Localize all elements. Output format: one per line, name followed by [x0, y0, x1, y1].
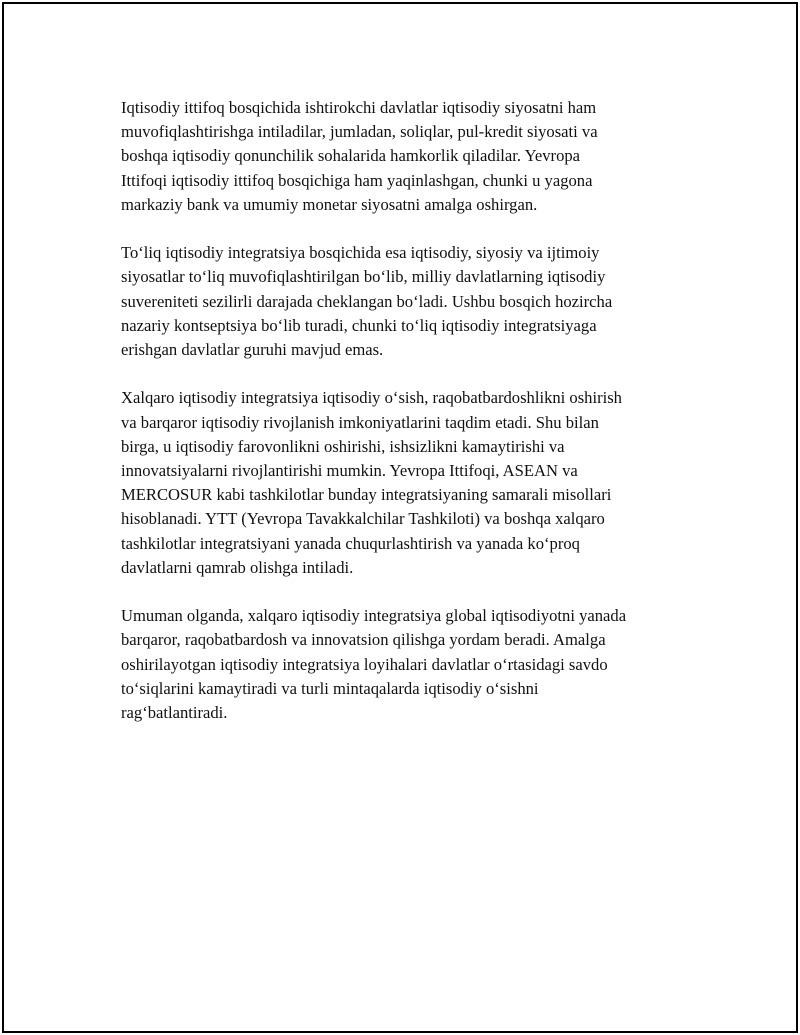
text-line: markaziy bank va umumiy monetar siyosatni amalga oshirgan. — [121, 194, 538, 214]
text-line: MERCOSUR kabi tashkilotlar bunday integratsiyaning samarali misollari — [121, 485, 612, 505]
text-line: va barqaror iqtisodiy rivojlanish imkoniyatlarini taqdim etadi. Shu bilan — [121, 412, 599, 432]
text-line: hisoblanadi. YTT (Yevropa Tavakkalchilar Tashkiloti) va boshqa xalqaro — [121, 509, 605, 529]
text-line: rag‘batlantiradi. — [121, 703, 228, 723]
text-line: birga, u iqtisodiy farovonlikni oshirishi, ishsizlikni kamaytirishi va — [121, 436, 565, 456]
paragraph-4 — [121, 604, 701, 725]
text-line: oshirilayotgan iqtisodiy integratsiya loyihalari davlatlar o‘rtasidagi savdo — [121, 654, 608, 674]
paragraph-3 — [121, 386, 701, 580]
text-line: tashkilotlar integratsiyani yanada chuqurlashtirish va yanada ko‘proq — [121, 533, 580, 553]
text-line: barqaror, raqobatbardosh va innovatsion qilishga yordam beradi. Amalga — [121, 630, 606, 650]
text-line: davlatlarni qamrab olishga intiladi. — [121, 557, 354, 577]
text-line: To‘liq iqtisodiy integratsiya bosqichida esa iqtisodiy, siyosiy va ijtimoiy — [121, 243, 600, 263]
text-line: Iqtisodiy ittifoq bosqichida ishtirokchi davlatlar iqtisodiy siyosatni ham — [121, 98, 597, 117]
text-line: muvofiqlashtirishga intiladilar, jumladan, soliqlar, pul-kredit siyosati va — [121, 122, 598, 142]
document-page — [2, 2, 798, 1033]
text-line: Ittifoqi iqtisodiy ittifoq bosqichiga ham yaqinlashgan, chunki u yagona — [121, 170, 593, 190]
text-line: boshqa iqtisodiy qonunchilik sohalarida hamkorlik qiladilar. Yevropa — [121, 146, 581, 166]
paragraph-1 — [121, 96, 701, 217]
text-line: Xalqaro iqtisodiy integratsiya iqtisodiy o‘sish, raqobatbardoshlikni oshirish — [121, 388, 622, 408]
text-line: Umuman olganda, xalqaro iqtisodiy integratsiya global iqtisodiyotni yanada — [121, 606, 627, 626]
text-line: siyosatlar to‘liq muvofiqlashtirilgan bo‘lib, milliy davlatlarning iqtisodiy — [121, 267, 606, 287]
text-line: erishgan davlatlar guruhi mavjud emas. — [121, 340, 384, 360]
text-line: nazariy kontseptsiya bo‘lib turadi, chunki to‘liq iqtisodiy integratsiyaga — [121, 315, 597, 335]
text-line: innovatsiyalarni rivojlantirishi mumkin. Yevropa Ittifoqi, ASEAN va — [121, 461, 578, 481]
document-body — [121, 96, 701, 749]
text-line: to‘siqlarini kamaytiradi va turli mintaqalarda iqtisodiy o‘sishni — [121, 678, 539, 698]
text-line: suvereniteti sezilirli darajada cheklangan bo‘ladi. Ushbu bosqich hozircha — [121, 291, 613, 311]
paragraph-2 — [121, 241, 701, 362]
